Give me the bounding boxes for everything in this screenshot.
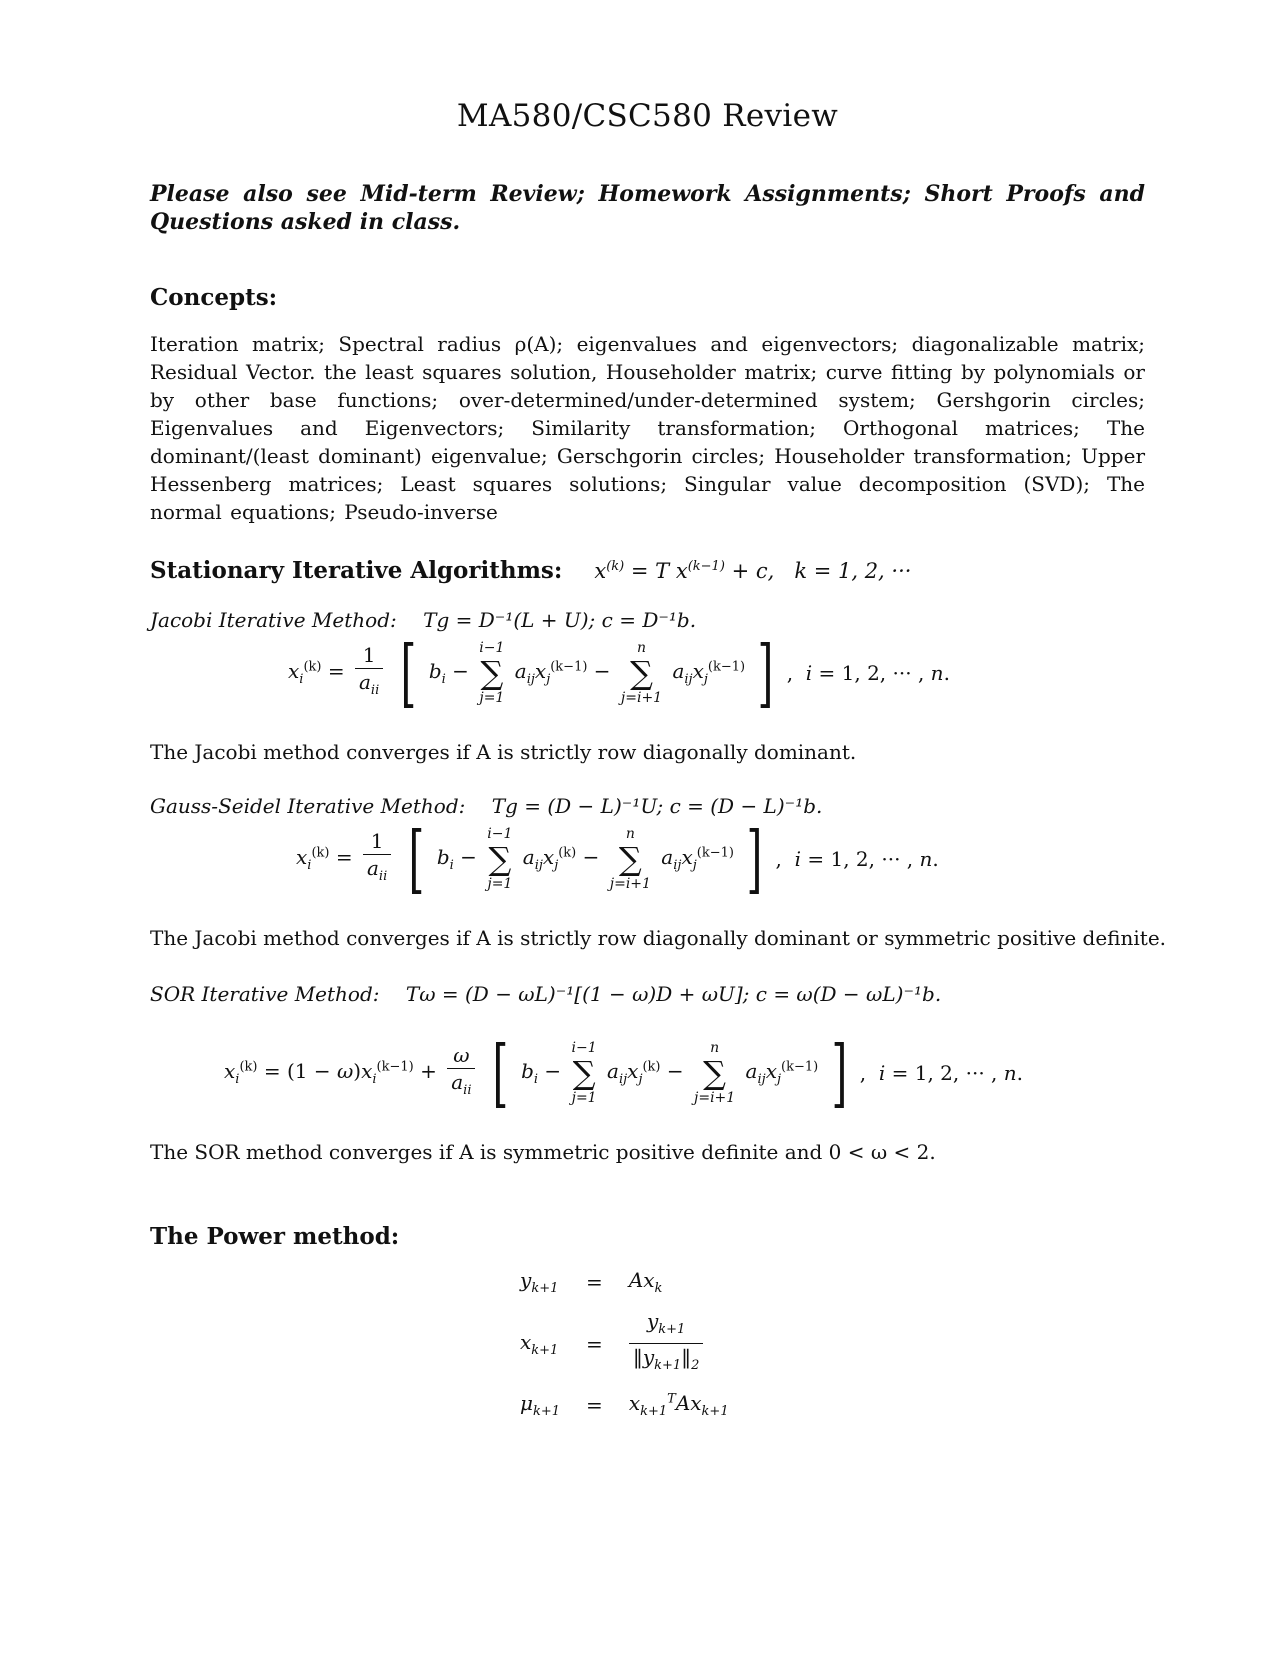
- jacobi-formula: $x_i^{(k)}$ = $\frac{1}{a_{ii}}$ [ $b_i$ − i−1 ∑ j=1 $a_{ij}x_j^{(k-1)}$ − n ∑ j=i+1 $a_{ij}x_j^{(k-1)}$ ] , i = 1, 2, ··· , n.: [288, 630, 950, 716]
- stationary-formula: $x^{(k)} = T$ $x^{(k-1)} + c$, k = 1, 2, ···: [594, 559, 912, 583]
- jacobi-convergence: The Jacobi method converges if A is strictly row diagonally dominant.: [150, 740, 857, 764]
- power-row-3: $\mu_{k+1}$ = $x_{k+1}^TAx_{k+1}$: [520, 1391, 729, 1419]
- concepts-text: Iteration matrix; Spectral radius ρ(A); eigenvalues and eigenvectors; diagonalizable matrix; Residual Vector. the least squares solution, Householder matrix; curve fitting by polynomials or by other base functions; over-determined/under-determined system; Gershgorin circles; Eigenvalues and Eigenvectors; Similarity transformation; Orthogonal matrices; The dominant/(least dominant) eigenvalue; Gerschgorin circles; Householder transformation; Upper Hessenberg matrices; Least squares solutions; Singular value decomposition (SVD); The normal equations; Pseudo-inverse: [150, 332, 1145, 524]
- review-note: Please also see Mid-term Review; Homework Assignments; Short Proofs and Questions asked in class.: [150, 181, 1145, 235]
- sor-line: [150, 982, 941, 1006]
- gauss-def: Tg = (D − L)⁻¹U; c = (D − L)⁻¹b.: [491, 794, 823, 818]
- power-row-2: $x_{k+1}$ = $\frac{y_{k+1}}{‖y_{k+1}‖_2}$: [510, 1302, 739, 1385]
- gauss-line: [150, 794, 822, 818]
- jacobi-def: Tg = D⁻¹(L + U); c = D⁻¹b.: [423, 608, 697, 632]
- sor-convergence: The SOR method converges if A is symmetric positive definite and 0 < ω < 2.: [150, 1140, 936, 1164]
- stationary-heading: [150, 557, 911, 584]
- gauss-convergence: The Jacobi method converges if A is strictly row diagonally dominant or symmetric positive definite.: [150, 926, 1167, 950]
- power-heading: The Power method:: [150, 1223, 400, 1250]
- sor-name: SOR Iterative Method:: [150, 982, 380, 1006]
- stationary-heading-label: Stationary Iterative Algorithms:: [150, 557, 563, 584]
- jacobi-name: Jacobi Iterative Method:: [150, 608, 397, 632]
- document-page: [150, 0, 1167, 1656]
- page-title: MA580/CSC580 Review: [456, 98, 839, 134]
- gauss-name: Gauss-Seidel Iterative Method:: [150, 794, 466, 818]
- sor-formula: $x_i^{(k)} = (1 - \omega)x_i^{(k-1)}$ + $\frac{\omega}{a_{ii}}$ [ $b_i$ − i−1 ∑ j=1 $a_{ij}x_j^{(k)}$ − n ∑ j=i+1 $a_{ij}x_j^{(k-1)}$ ] , i = 1, 2, ··· , n.: [224, 1030, 1024, 1116]
- jacobi-line: [150, 608, 696, 632]
- power-row-1: $y_{k+1}$ = $Ax_k$: [520, 1268, 663, 1296]
- concepts-heading: Concepts:: [150, 284, 278, 311]
- power-equations: [510, 1262, 739, 1425]
- gauss-formula: $x_i^{(k)}$ = $\frac{1}{a_{ii}}$ [ $b_i$ − i−1 ∑ j=1 $a_{ij}x_j^{(k)}$ − n ∑ j=i+1 $a_{ij}x_j^{(k-1)}$ ] , i = 1, 2, ··· , n.: [296, 816, 939, 902]
- sor-def: Tω = (D − ωL)⁻¹[(1 − ω)D + ωU]; c = ω(D − ωL)⁻¹b.: [405, 982, 942, 1006]
